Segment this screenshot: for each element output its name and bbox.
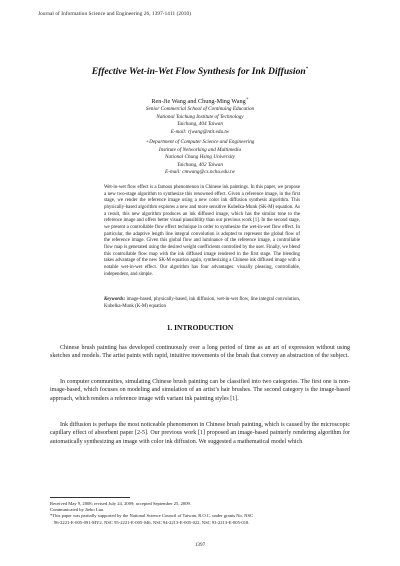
section-heading: 1. INTRODUCTION: [166, 323, 234, 332]
footnote-divider: [50, 497, 130, 498]
paper-title: [0, 66, 400, 77]
running-header: Journal of Information Science and Engineering 26, 1397-1411 (2010): [38, 11, 192, 17]
intro-body: [50, 378, 350, 403]
affiliation-2-line: Institute of Networking and Multimedia: [158, 146, 242, 153]
intro-paragraph: Chinese brush painting has developed continuously over a long period of time as an art of expression without using sketches and models. The artist paints with rapid, intuitive movements of the brush that convey an abstraction of the subject.: [50, 345, 350, 360]
affiliation-2-line: Taichung, 402 Taiwan: [177, 161, 223, 168]
keywords: [104, 297, 300, 310]
abstract: Wet-in-wet flow effect is a famous phenomenon in Chinese ink paintings. In this paper, we propose a new two-stage algorithm to synthesize this renowned effect. Given a reference image, in the first stage, we render the reference image using a new color ink diffusion synthesis algorithm. This physically-based algorithm explores a new and more sensitive Kubelka-Munk (SK-M) equation. As a result, this new algorithm produces an ink diffused image, which has the similar tone to the reference image and offers better visual plausibility than our previous work [1]. In the second stage, we present a controllable flow effect technique in order to synthesize the wet-in-wet flow effect. In particular, the adaptive length line integral convolution is adopted to represent the global flow of the reference image. Given this global flow and luminance of the reference image, a controllable flow map is generated using the desired weight coefficients controlled by the user. Finally, we blend this controllable flow map with the ink diffused image rendered in the first stage. The blending takes advantage of the new SK-M equation again, synthesizing a Chinese ink diffused image with a notable wet-in-wet effect. Our algorithm has four advantages: visually pleasing, controllable, independent, and simple.: [104, 185, 300, 277]
author-mark: +: [245, 96, 249, 102]
author-names: Ren-Jie Wang and Chung-Ming Wang: [151, 98, 246, 106]
affiliation-2-line: +Department of Computer Science and Engineering: [145, 139, 255, 145]
affiliation-1-line: Senior Commercial School of Continuing Education: [145, 106, 255, 112]
author-list: [0, 96, 400, 105]
footnote-received: Received May 9, 2008; revised July 24, 2009; accepted September 25, 2009.: [50, 501, 191, 506]
intro-body: [50, 344, 350, 361]
title-footnote-mark: *: [305, 66, 309, 72]
affiliation-2-email: E-mail: cmwang@cs.nchu.edu.tw: [165, 169, 235, 176]
affiliation-1-email: E-mail: rjwang@ntit.edu.tw: [170, 128, 230, 135]
paper-title-text: Effective Wet-in-Wet Flow Synthesis for Ink Diffusion: [91, 66, 306, 77]
footnote-funding-grants: 96-2221-E-005-091-MY2, NSC 95-2221-E-005-046, NSC 94-2213-E-005-022, NSC 93-2213-E-005-018.: [54, 519, 250, 525]
footnotes: [50, 501, 350, 526]
affiliation-1-line: Taichung, 404 Taiwan: [177, 121, 223, 128]
keywords-text: image-based, physically-based, ink diffusion, wet-in-wet flow, line integral convolution, Kubelka-Munk (K-M) equation: [104, 297, 300, 309]
keywords-label: Keywords:: [104, 297, 126, 302]
affiliation-2: [0, 139, 400, 177]
intro-body: [50, 421, 350, 446]
affiliation-1: [0, 106, 400, 136]
affiliation-1-line: National Taichung Institute of Technology: [156, 113, 244, 120]
affiliation-2-line: National Chung Hsing University: [165, 154, 235, 161]
footnote-communicated: Communicated by Jiebo Luo.: [50, 507, 105, 513]
intro-paragraph: In computer communities, simulating Chinese brush painting can be classified into two categories. The first one is non-image-based, which focuses on modeling and simulation of an artist’s hair brushes. The second category is the image-based approach, which renders a reference image with variant ink painting styles [1].: [50, 379, 350, 402]
page-number: 1397: [194, 542, 206, 548]
intro-paragraph: Ink diffusion is perhaps the most noticeable phenomenon in Chinese brush painting, which is caused by the microscopic capillary effect of absorbent paper [2-5]. Our previous work [1] proposed an image-based painterly rendering algorithm for automatically synthesizing an image with color ink diffusion. We suggested a mathematical model which: [50, 422, 350, 445]
footnote-funding: *This paper was partially supported by the National Science Council of Taiwan, R.O.C. under grants No. NSC: [50, 513, 254, 519]
